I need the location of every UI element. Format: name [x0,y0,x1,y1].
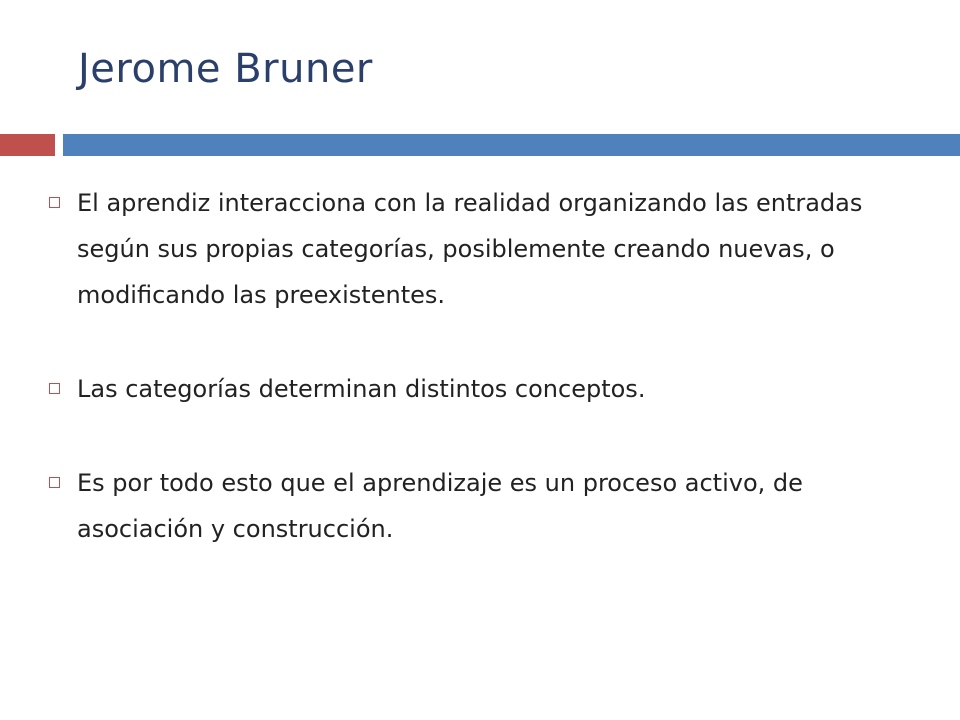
title-rule-accent-red [0,134,55,156]
bullet-item [44,366,924,412]
bullet-text: El aprendiz interacciona con la realidad organizando las entradas según sus propias categorías, posiblemente creando nuevas, o modificando las preexistentes. [77,189,863,309]
title-rule-accent-blue [63,134,960,156]
bullet-item [44,180,924,318]
slide-title: Jerome Bruner [78,46,373,92]
bullet-item [44,460,924,552]
bullet-text: Es por todo esto que el aprendizaje es un proceso activo, de asociación y construcción. [77,469,803,543]
square-bullet-icon [49,383,60,394]
bullet-text: Las categorías determinan distintos conceptos. [77,375,646,403]
bullet-list [44,180,924,552]
square-bullet-icon [49,477,60,488]
square-bullet-icon [49,197,60,208]
